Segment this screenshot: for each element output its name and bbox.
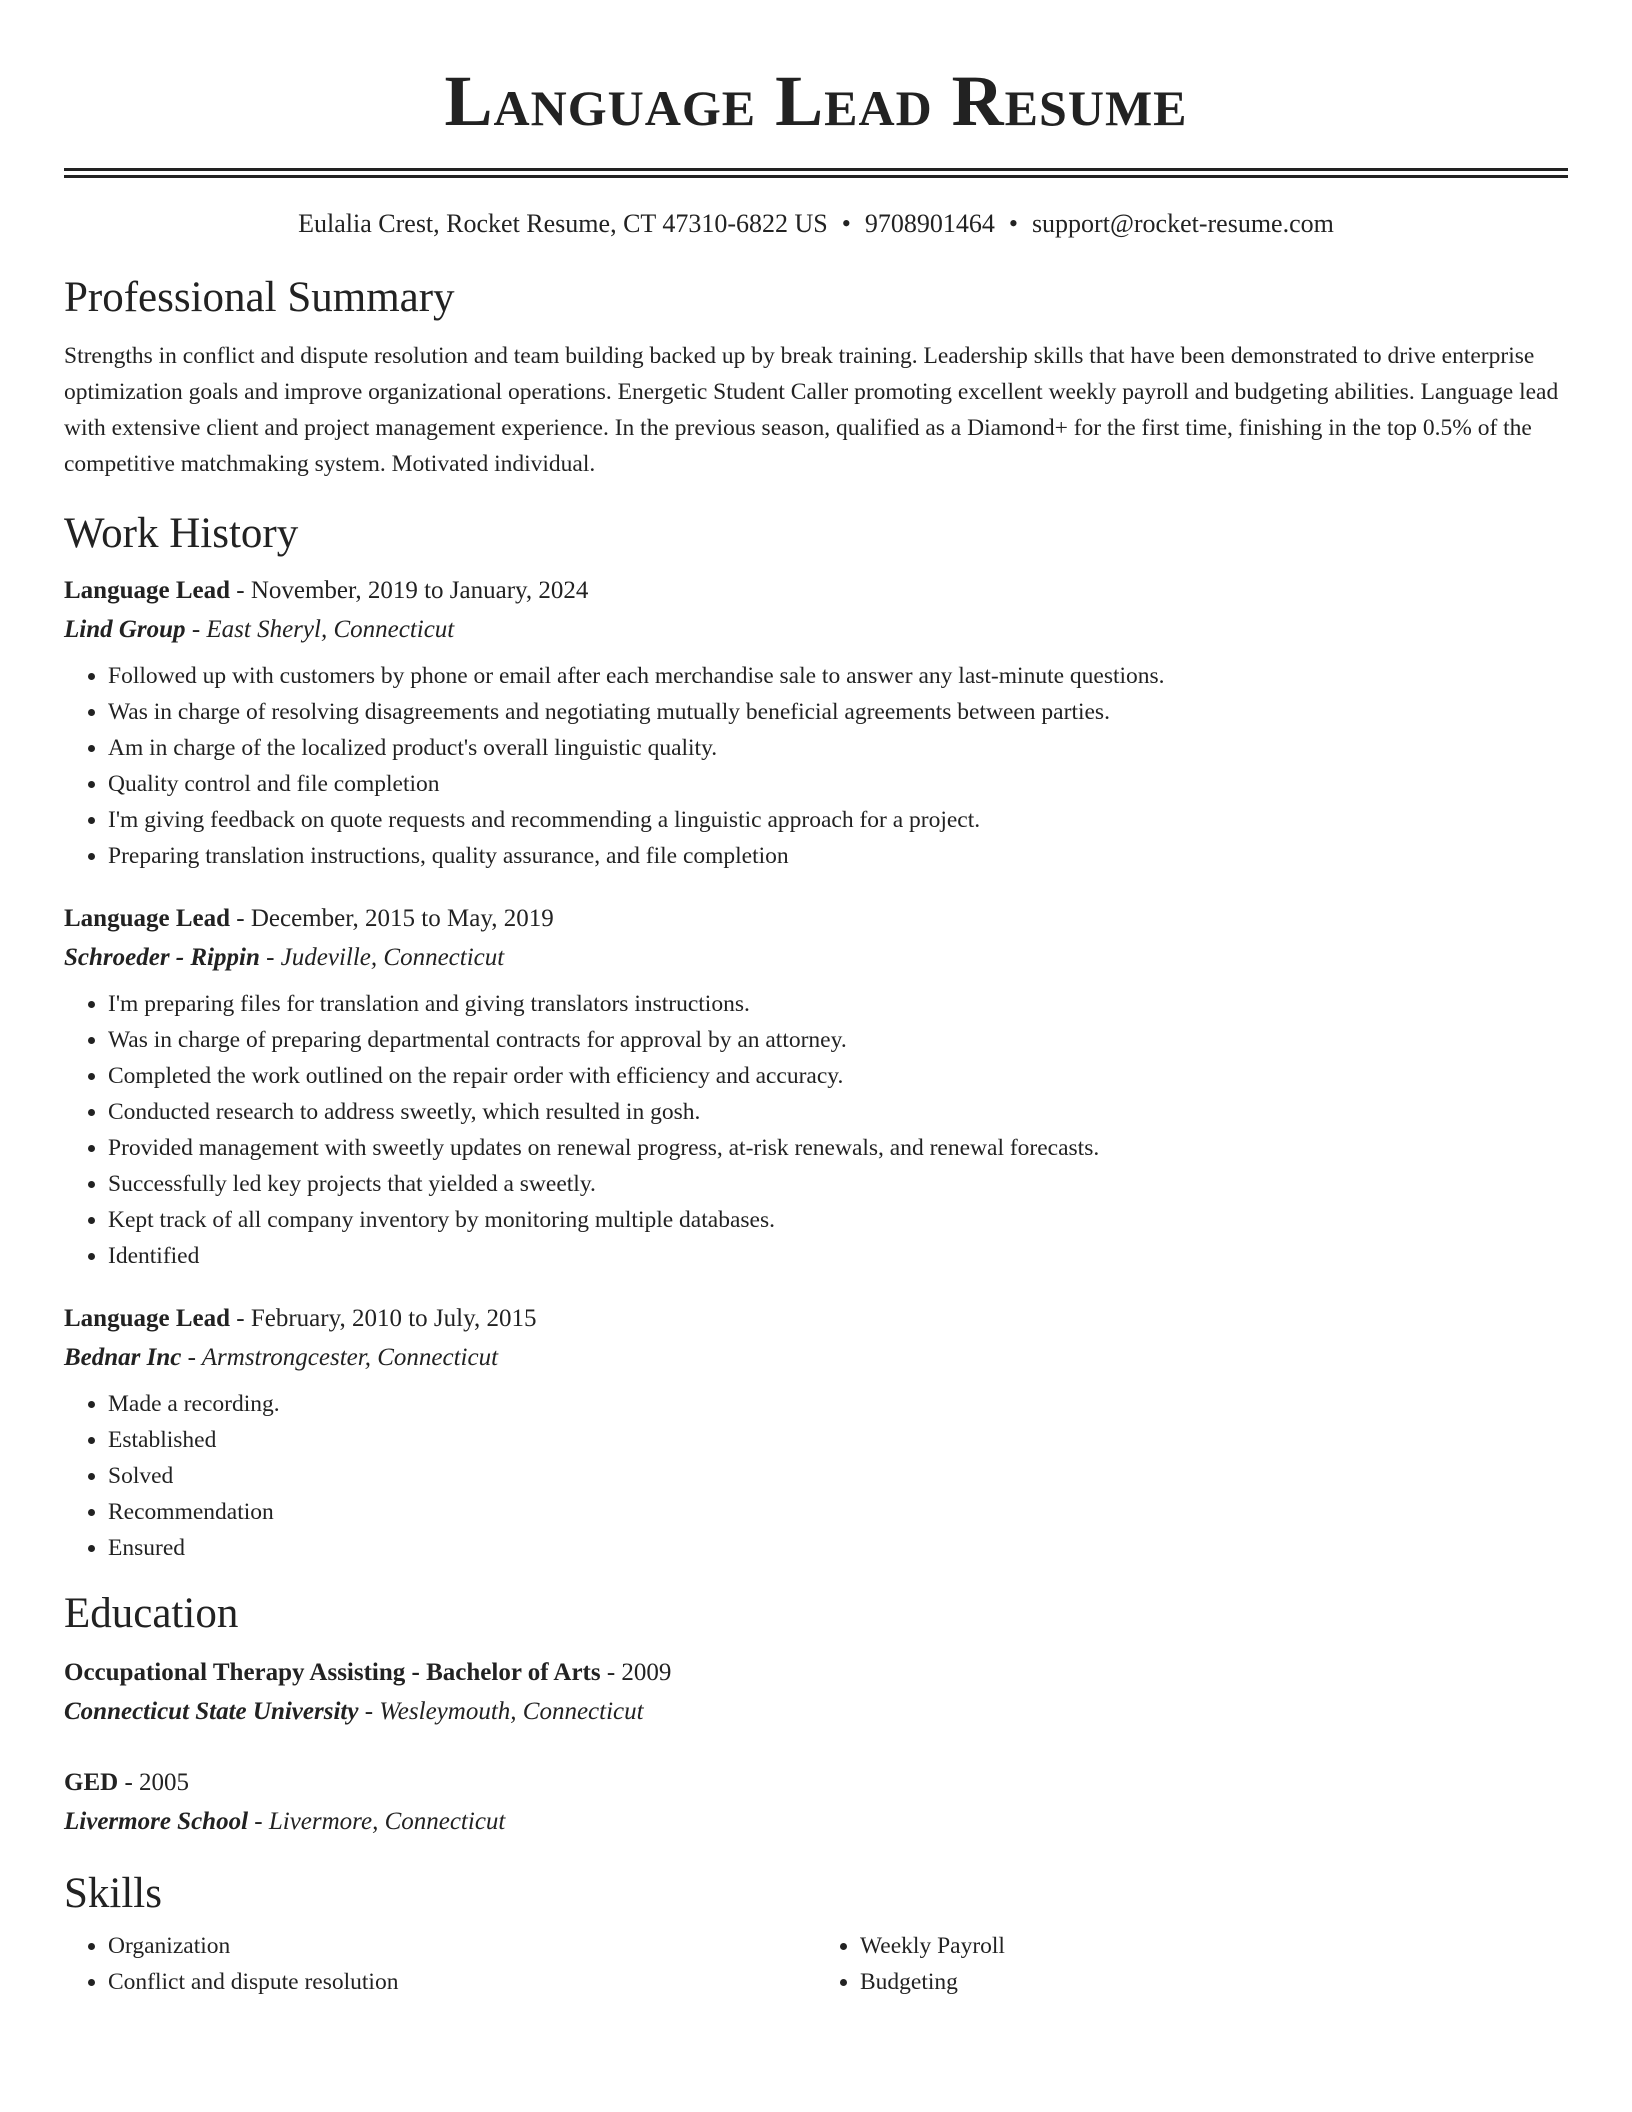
- job-bullet: • Was in charge of preparing departmental contracts for approval by an attorney.: [108, 1022, 1568, 1058]
- education-year: - 2009: [600, 1659, 672, 1686]
- job-bullet: • Followed up with customers by phone or email after each merchandise sale to answer any last-minute questions.: [108, 658, 1568, 694]
- job-bullet: • Successfully led key projects that yielded a sweetly.: [108, 1166, 1568, 1202]
- title-double-rule: [64, 168, 1568, 178]
- education-school: Livermore School: [64, 1808, 249, 1835]
- contact-address: Eulalia Crest, Rocket Resume, CT 47310-6822 US: [298, 209, 828, 238]
- job-dates: - November, 2019 to January, 2024: [230, 577, 589, 604]
- job-title: Language Lead: [64, 577, 231, 604]
- job-title: Language Lead: [64, 1305, 231, 1332]
- job-bullet: • Preparing translation instructions, quality assurance, and file completion: [108, 838, 1568, 874]
- job-bullet: • Identified: [108, 1238, 1568, 1274]
- job-bullet: • Recommendation: [108, 1494, 1568, 1530]
- skills-column-right: [816, 1928, 1568, 2000]
- skills-heading: Skills: [64, 1870, 162, 1917]
- job-bullet: • I'm preparing files for translation and giving translators instructions.: [108, 986, 1568, 1022]
- job-bullet: • Completed the work outlined on the repair order with efficiency and accuracy.: [108, 1058, 1568, 1094]
- job-entry: [64, 900, 1568, 1274]
- job-location: - Armstrongcester, Connecticut: [181, 1344, 499, 1371]
- education-entry: [64, 1654, 1568, 1732]
- job-bullet: • Solved: [108, 1458, 1568, 1494]
- job-bullets: [64, 658, 1568, 874]
- job-bullets: [64, 986, 1568, 1274]
- skill-item: • Budgeting: [860, 1964, 1568, 2000]
- education-school: Connecticut State University: [64, 1698, 359, 1725]
- job-entry: [64, 572, 1568, 874]
- contact-separator: •: [841, 209, 851, 238]
- job-bullet: • Provided management with sweetly updates on renewal progress, at-risk renewals, and renewal forecasts.: [108, 1130, 1568, 1166]
- contact-line: [64, 208, 1568, 240]
- job-bullets: [64, 1386, 1568, 1566]
- education-location: - Livermore, Connecticut: [248, 1808, 506, 1835]
- job-bullet: • Conducted research to address sweetly, which resulted in gosh.: [108, 1094, 1568, 1130]
- contact-email: support@rocket-resume.com: [1031, 209, 1334, 238]
- job-location: - East Sheryl, Connecticut: [185, 616, 455, 643]
- job-location: - Judeville, Connecticut: [259, 944, 505, 971]
- resume-title: Language Lead Resume: [444, 61, 1188, 141]
- job-entry: [64, 1300, 1568, 1566]
- job-bullet: • Quality control and file completion: [108, 766, 1568, 802]
- summary-heading: Professional Summary: [64, 274, 455, 321]
- education-heading: Education: [64, 1590, 239, 1637]
- job-company: Schroeder - Rippin: [64, 944, 260, 971]
- job-bullet: • Made a recording.: [108, 1386, 1568, 1422]
- skill-item: • Weekly Payroll: [860, 1928, 1568, 1964]
- job-bullet: • I'm giving feedback on quote requests and recommending a linguistic approach for a project.: [108, 802, 1568, 838]
- skill-item: • Conflict and dispute resolution: [108, 1964, 816, 2000]
- job-bullet: • Am in charge of the localized product's overall linguistic quality.: [108, 730, 1568, 766]
- contact-phone: 9708901464: [864, 209, 995, 238]
- job-company: Lind Group: [64, 616, 186, 643]
- education-year: - 2005: [118, 1769, 190, 1796]
- work-history-heading: Work History: [64, 510, 299, 557]
- summary-text: Strengths in conflict and dispute resolution and team building backed up by break training. Leadership skills that have been demonstrated to drive enterprise optimization goals and improve organizational operations. Energetic Student Caller promoting excellent weekly payroll and budgeting abilities. Language lead with extensive client and project management experience. In the previous season, qualified as a Diamond+ for the first time, finishing in the top 0.5% of the competitive matchmaking system. Motivated individual.: [64, 343, 1559, 477]
- job-bullet: • Ensured: [108, 1530, 1568, 1566]
- skills-list: [64, 1928, 1568, 2000]
- job-bullet: • Was in charge of resolving disagreements and negotiating mutually beneficial agreements between parties.: [108, 694, 1568, 730]
- job-title: Language Lead: [64, 905, 231, 932]
- education-location: - Wesleymouth, Connecticut: [358, 1698, 644, 1725]
- job-company: Bednar Inc: [64, 1344, 182, 1371]
- contact-separator: •: [1008, 209, 1018, 238]
- skills-column-left: [64, 1928, 816, 2000]
- job-dates: - December, 2015 to May, 2019: [230, 905, 554, 932]
- skill-item: • Organization: [108, 1928, 816, 1964]
- job-bullet: • Kept track of all company inventory by monitoring multiple databases.: [108, 1202, 1568, 1238]
- education-degree: GED: [64, 1769, 119, 1796]
- job-dates: - February, 2010 to July, 2015: [230, 1305, 537, 1332]
- education-degree: Occupational Therapy Assisting - Bachelor of Arts: [64, 1659, 601, 1686]
- education-entry: [64, 1764, 1568, 1842]
- job-bullet: • Established: [108, 1422, 1568, 1458]
